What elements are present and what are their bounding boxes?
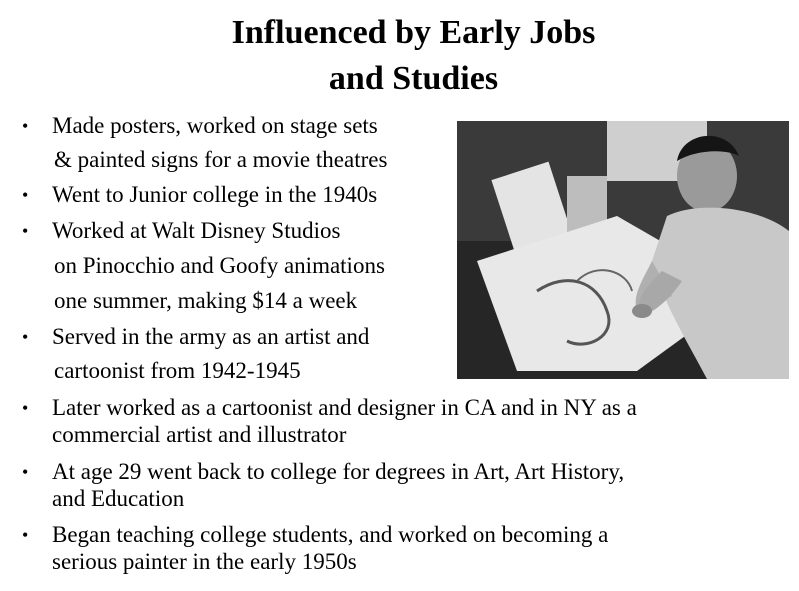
bullet-7-line-1: Began teaching college students, and worked on becoming a — [52, 522, 609, 547]
title-line-1: Influenced by Early Jobs — [231, 14, 596, 51]
bullet-3-line-1: Worked at Walt Disney Studios — [52, 218, 341, 243]
bullet-5-line-2: commercial artist and illustrator — [52, 422, 347, 447]
bullet-4-line-2: cartoonist from 1942-1945 — [54, 358, 301, 383]
bullet-7-line-2: serious painter in the early 1950s — [52, 549, 357, 574]
bullet-marker: • — [22, 525, 29, 545]
title-line-2: and Studies — [328, 60, 499, 97]
bullet-2-line-1: Went to Junior college in the 1940s — [52, 182, 378, 207]
bullet-5-line-1: Later worked as a cartoonist and designer in CA and in NY as a — [52, 395, 637, 420]
bullet-marker: • — [22, 221, 29, 241]
bullet-marker: • — [22, 327, 29, 347]
bullet-1-line-1: Made posters, worked on stage sets — [52, 113, 378, 138]
bullet-3-line-3: one summer, making $14 a week — [54, 288, 358, 313]
bullet-1-line-2: & painted signs for a movie theatres — [54, 147, 388, 172]
bullet-marker: • — [22, 116, 29, 136]
bullet-marker: • — [22, 462, 29, 482]
bullet-marker: • — [22, 398, 29, 418]
bullet-6-line-2: and Education — [52, 486, 185, 511]
bullet-marker: • — [22, 185, 29, 205]
bullet-4-line-1: Served in the army as an artist and — [52, 324, 370, 349]
bullet-3-line-2: on Pinocchio and Goofy animations — [54, 253, 385, 278]
bullet-6-line-1: At age 29 went back to college for degrees in Art, Art History, — [52, 459, 625, 484]
